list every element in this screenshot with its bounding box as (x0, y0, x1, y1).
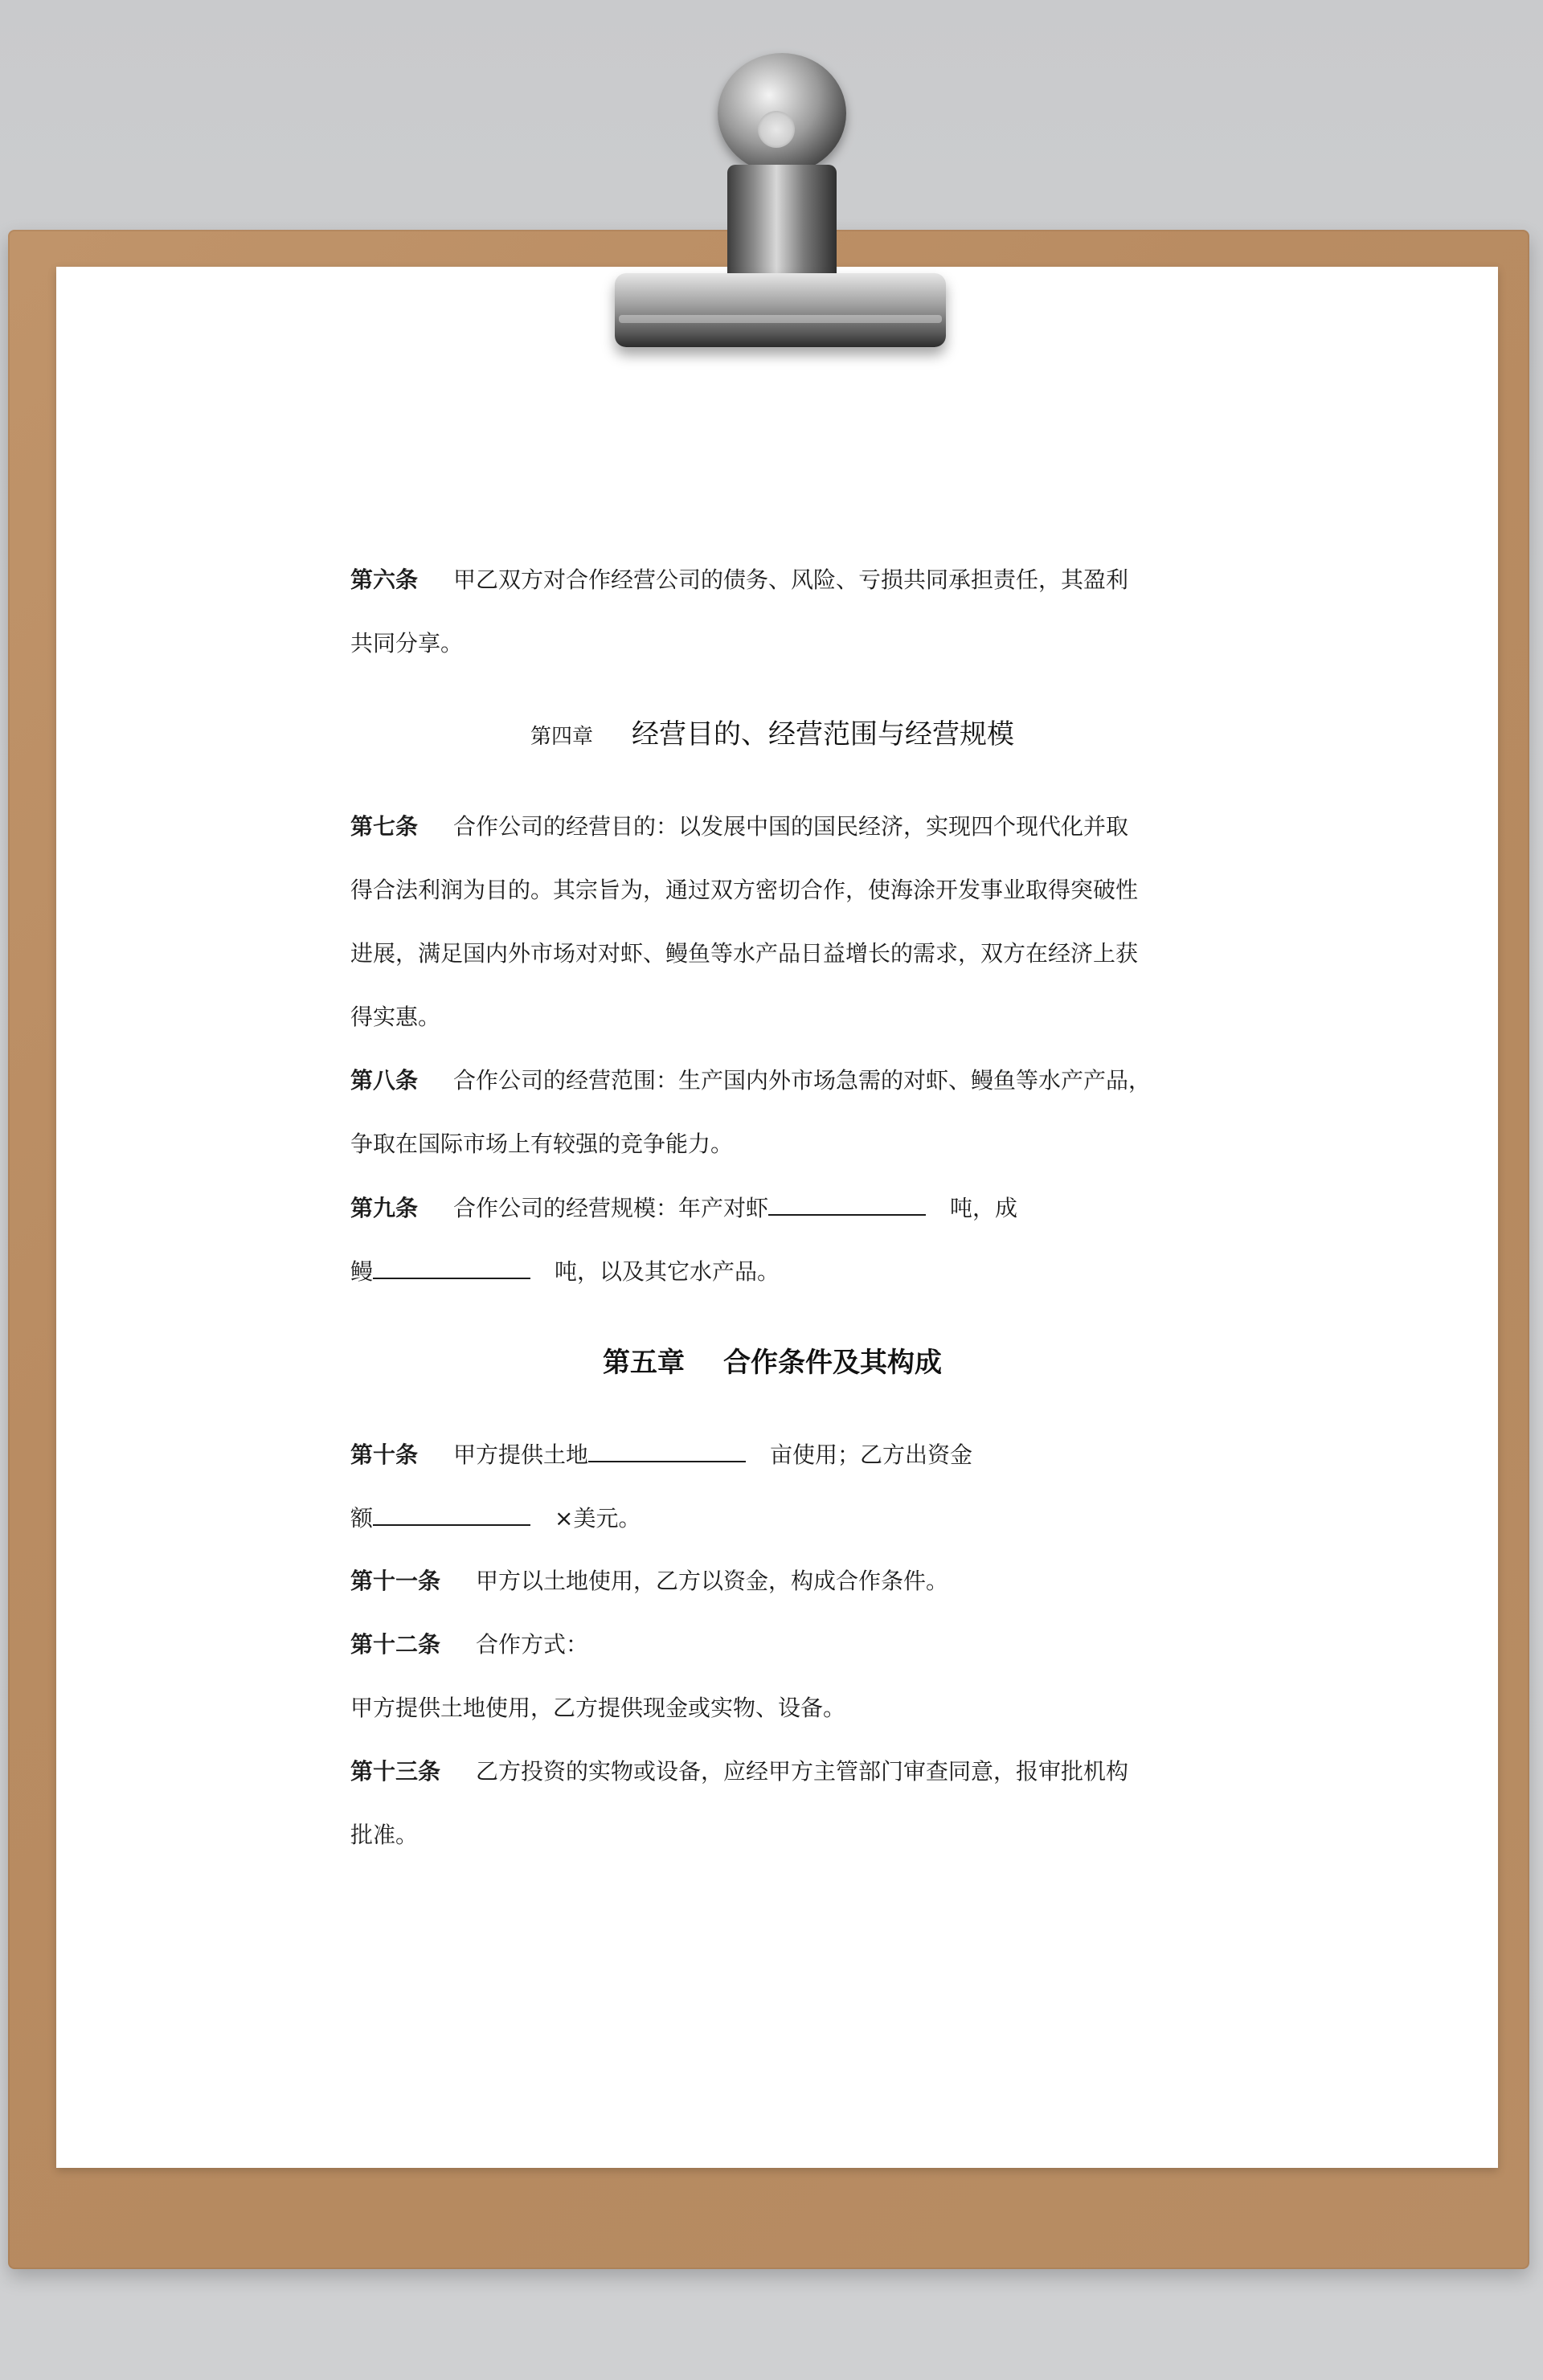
article-7-text: 合作公司的经营目的：以发展中国的国民经济，实现四个现代化并取 (453, 813, 1129, 840)
article-8-line-1 (350, 1065, 1151, 1097)
capital-amount-blank[interactable] (373, 1502, 530, 1526)
land-area-blank[interactable] (588, 1438, 746, 1462)
chapter-5-title: 合作条件及其构成 (723, 1347, 942, 1379)
article-10-text-c: 额 (350, 1505, 374, 1531)
binder-clip-hole (758, 111, 795, 148)
article-12-text: 合作方式： (476, 1631, 589, 1658)
article-8-label: 第八条 (350, 1067, 419, 1094)
article-12-detail: 甲方提供土地使用，乙方提供现金或实物、设备。 (350, 1695, 846, 1721)
article-13-text: 乙方投资的实物或设备，应经甲方主管部门审查同意，报审批机构 (476, 1758, 1129, 1785)
article-13-line-2: 批准。 (350, 1822, 419, 1848)
article-13-label: 第十三条 (350, 1758, 441, 1785)
article-10-label: 第十条 (350, 1441, 419, 1468)
article-13-line-1 (350, 1756, 1128, 1788)
shrimp-output-blank[interactable] (768, 1192, 926, 1216)
chapter-4-title: 经营目的、经营范围与经营规模 (632, 718, 1014, 750)
article-9-label: 第九条 (350, 1195, 419, 1221)
article-7-line-4: 得实惠。 (350, 1004, 441, 1030)
article-10-text-b: 亩使用；乙方出资金 (770, 1441, 973, 1468)
article-10-text-a: 甲方提供土地 (453, 1441, 589, 1468)
article-12-label: 第十二条 (350, 1631, 441, 1658)
article-11-text: 甲方以土地使用，乙方以资金，构成合作条件。 (476, 1568, 949, 1594)
article-11-line (350, 1565, 948, 1597)
article-6-text: 甲乙双方对合作经营公司的债务、风险、亏损共同承担责任，其盈利 (453, 566, 1129, 593)
article-9-line-2 (350, 1255, 780, 1288)
article-7-line-1 (350, 811, 1128, 843)
chapter-4-number: 第四章 (530, 725, 593, 749)
article-10-text-d: ×美元。 (555, 1505, 641, 1531)
article-9-text-b: 吨，成 (950, 1195, 1018, 1221)
article-9-text-c: 鳗 (350, 1258, 374, 1285)
binder-clip-base (615, 273, 946, 347)
chapter-5-heading (350, 1345, 1194, 1380)
chapter-4-heading (350, 717, 1194, 754)
article-10-line-2 (350, 1502, 641, 1535)
article-6-label: 第六条 (350, 566, 419, 593)
binder-clip-highlight (619, 315, 942, 323)
article-8-line-2: 争取在国际市场上有较强的竞争能力。 (350, 1131, 734, 1157)
article-11-label: 第十一条 (350, 1568, 441, 1594)
article-9-text-d: 吨，以及其它水产品。 (555, 1258, 780, 1285)
article-7-label: 第七条 (350, 813, 419, 840)
article-9-text-a: 合作公司的经营规模：年产对虾 (453, 1195, 769, 1221)
article-7-line-2: 得合法利润为目的。其宗旨为，通过双方密切合作，使海涂开发事业取得突破性 (350, 877, 1139, 903)
chapter-5-number: 第五章 (603, 1347, 685, 1379)
article-12-line (350, 1629, 588, 1661)
article-8-text: 合作公司的经营范围：生产国内外市场急需的对虾、鳗鱼等水产产品， (453, 1067, 1152, 1094)
article-10-line-1 (350, 1438, 972, 1471)
article-7-line-3: 进展，满足国内外市场对对虾、鳗鱼等水产品日益增长的需求，双方在经济上获 (350, 940, 1139, 967)
article-6-line-2: 共同分享。 (350, 630, 464, 656)
article-6-line-1 (350, 564, 1128, 596)
eel-output-blank[interactable] (373, 1255, 530, 1279)
article-9-line-1 (350, 1192, 1017, 1225)
